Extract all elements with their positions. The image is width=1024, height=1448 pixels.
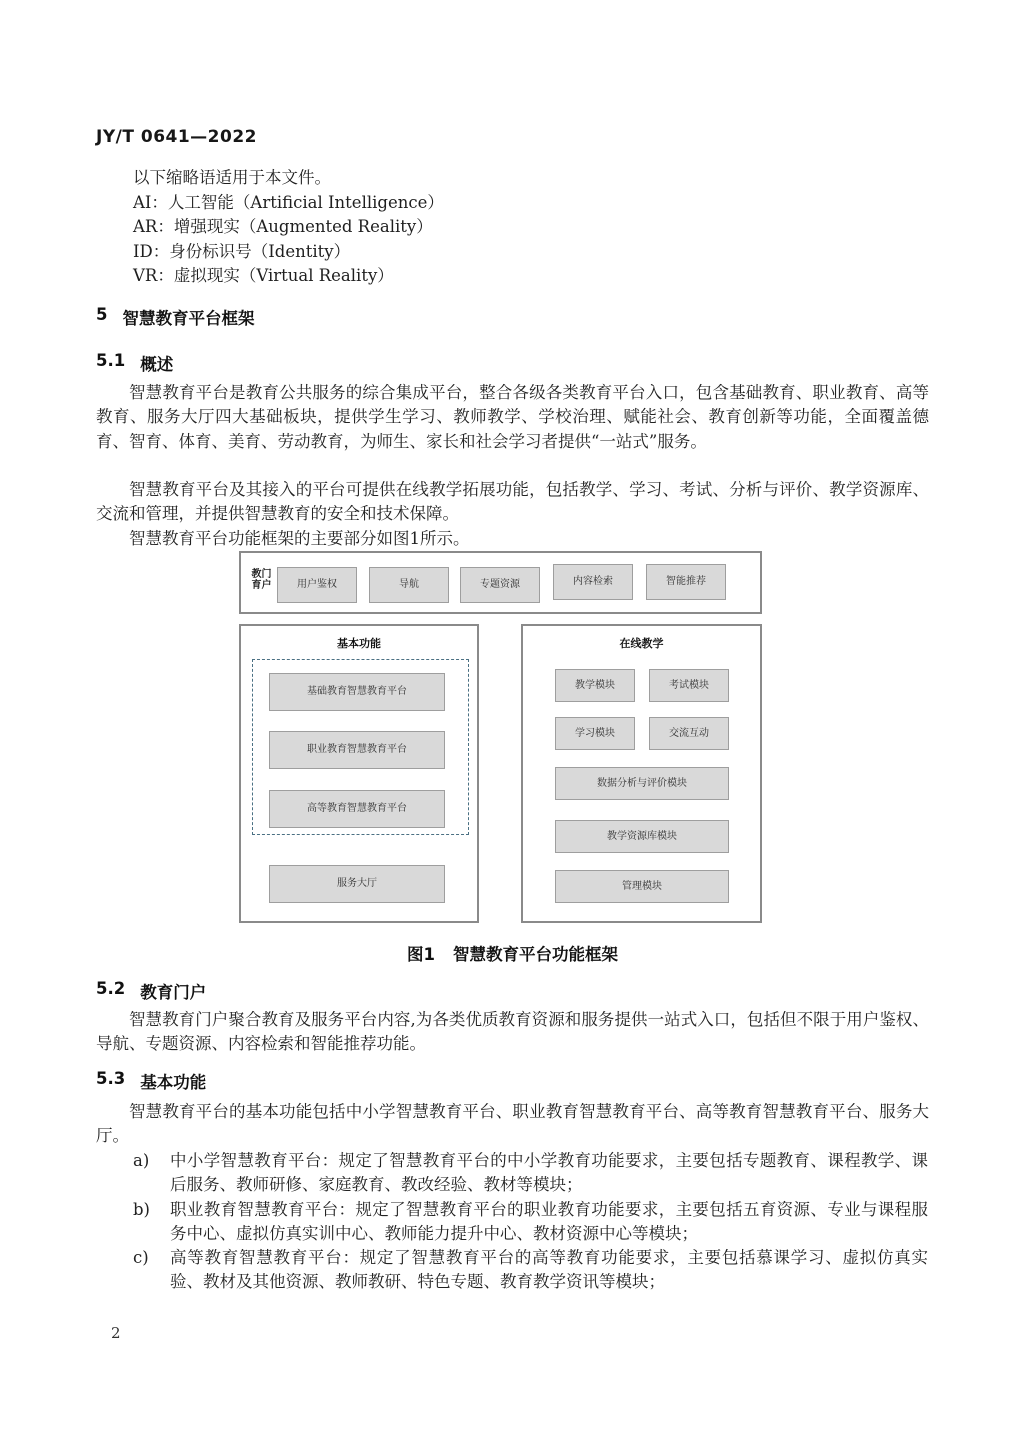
module-box-basic-edu-platform: 基础教育智慧教育平台 bbox=[269, 673, 445, 711]
abbreviation-item: AR：增强现实（Augmented Reality） bbox=[133, 217, 433, 236]
abbreviation-item: ID：身份标识号（Identity） bbox=[133, 241, 351, 261]
module-box-teaching: 教学模块 bbox=[555, 669, 635, 702]
module-box-service-hall: 服务大厅 bbox=[269, 865, 445, 903]
paragraph: 智慧教育门户聚合教育及服务平台内容,为各类优质教育资源和服务提供一站式入口，包括但不限于用户鉴权、导航、专题资源、内容检索和智能推荐功能。 bbox=[96, 1010, 929, 1054]
portal-bar bbox=[239, 551, 762, 614]
module-box-management: 管理模块 bbox=[555, 870, 729, 903]
list-item bbox=[133, 1198, 928, 1247]
abbreviation-item: AI：人工智能（Artificial Intelligence） bbox=[133, 192, 444, 212]
paragraph: 智慧教育平台是教育公共服务的综合集成平台，整合各级各类教育平台入口，包含基础教育、职业教育、高等教育、服务大厅四大基础板块，提供学生学习、教师教学、学校治理、赋能社会、教育创新等功能，全面覆盖德育、智育、体育、美育、劳动教育，为师生、家长和社会学习者提供“一站式”服务。 bbox=[96, 383, 929, 451]
module-box-navigation: 导航 bbox=[369, 567, 449, 603]
panel-title: 在线教学 bbox=[619, 637, 664, 650]
section-heading-5-3 bbox=[96, 1069, 206, 1093]
section-title: 概述 bbox=[140, 355, 174, 374]
section-heading-5-2 bbox=[96, 979, 206, 1003]
abbreviations-block bbox=[133, 166, 444, 289]
figure-caption-label: 图1 bbox=[407, 945, 435, 964]
list-marker: c) bbox=[133, 1248, 149, 1268]
figure-caption bbox=[96, 941, 929, 965]
section-title: 教育门户 bbox=[140, 983, 207, 1002]
paragraph: 智慧教育平台及其接入的平台可提供在线教学拓展功能，包括教学、学习、考试、分析与评价、教学资源库、交流和管理，并提供智慧教育的安全和技术保障。 bbox=[96, 480, 929, 524]
figure-diagram bbox=[239, 551, 762, 923]
module-box-smart-recommend: 智能推荐 bbox=[646, 564, 726, 600]
list-item-text: 中小学智慧教育平台：规定了智慧教育平台的中小学教育功能要求，主要包括专题教育、课程教学、课后服务、教师研修、家庭教育、教改经验、教材等模块； bbox=[170, 1151, 928, 1195]
module-box-user-auth: 用户鉴权 bbox=[277, 567, 357, 603]
module-box-resource-library: 教学资源库模块 bbox=[555, 820, 729, 853]
list-item bbox=[133, 1246, 928, 1295]
list-marker: b) bbox=[133, 1199, 150, 1219]
portal-vertical-label: 教育门户 bbox=[249, 567, 270, 590]
abbreviation-item: VR：虚拟现实（Virtual Reality） bbox=[133, 266, 394, 285]
list-item-text: 高等教育智慧教育平台：规定了智慧教育平台的高等教育功能要求，主要包括慕课学习、虚拟仿真实验、教材及其他资源、教师教研、特色专题、教育教学资讯等模块； bbox=[170, 1248, 928, 1292]
figure-caption-title: 智慧教育平台功能框架 bbox=[452, 945, 618, 964]
list-marker: a) bbox=[133, 1151, 150, 1170]
module-box-topic-resources: 专题资源 bbox=[460, 567, 540, 603]
paragraph: 智慧教育平台的基本功能包括中小学智慧教育平台、职业教育智慧教育平台、高等教育智慧教育平台、服务大厅。 bbox=[96, 1102, 929, 1146]
doc-code: JY/T 0641—2022 bbox=[96, 127, 257, 147]
module-box-higher-edu-platform: 高等教育智慧教育平台 bbox=[269, 790, 445, 828]
section-title: 智慧教育平台框架 bbox=[122, 309, 255, 328]
module-box-vocational-edu-platform: 职业教育智慧教育平台 bbox=[269, 731, 445, 769]
module-box-content-search: 内容检索 bbox=[553, 564, 633, 600]
paragraph: 智慧教育平台功能框架的主要部分如图1所示。 bbox=[129, 529, 470, 548]
list-item-text: 职业教育智慧教育平台：规定了智慧教育平台的职业教育功能要求，主要包括五育资源、专业与课程服务中心、虚拟仿真实训中心、教师能力提升中心、教材资源中心等模块； bbox=[170, 1199, 928, 1243]
section-title: 基本功能 bbox=[140, 1073, 207, 1092]
list-item bbox=[133, 1149, 928, 1198]
section-number: 5.2 bbox=[96, 979, 126, 998]
lettered-list bbox=[133, 1149, 928, 1295]
abbreviations-intro: 以下缩略语适用于本文件。 bbox=[133, 168, 331, 187]
module-box-learning: 学习模块 bbox=[555, 717, 635, 750]
panel-title: 基本功能 bbox=[337, 637, 381, 650]
section-heading-5-1 bbox=[96, 351, 173, 375]
section-number: 5 bbox=[96, 305, 108, 324]
basic-functions-panel bbox=[239, 624, 479, 923]
module-box-data-analysis: 数据分析与评价模块 bbox=[555, 767, 729, 800]
page-number: 2 bbox=[111, 1324, 121, 1342]
module-box-exam: 考试模块 bbox=[649, 669, 729, 702]
section-heading-5 bbox=[96, 305, 254, 329]
online-teaching-panel bbox=[521, 624, 762, 923]
section-number: 5.3 bbox=[96, 1069, 126, 1088]
module-box-interaction: 交流互动 bbox=[649, 717, 729, 750]
section-number: 5.1 bbox=[96, 351, 126, 370]
